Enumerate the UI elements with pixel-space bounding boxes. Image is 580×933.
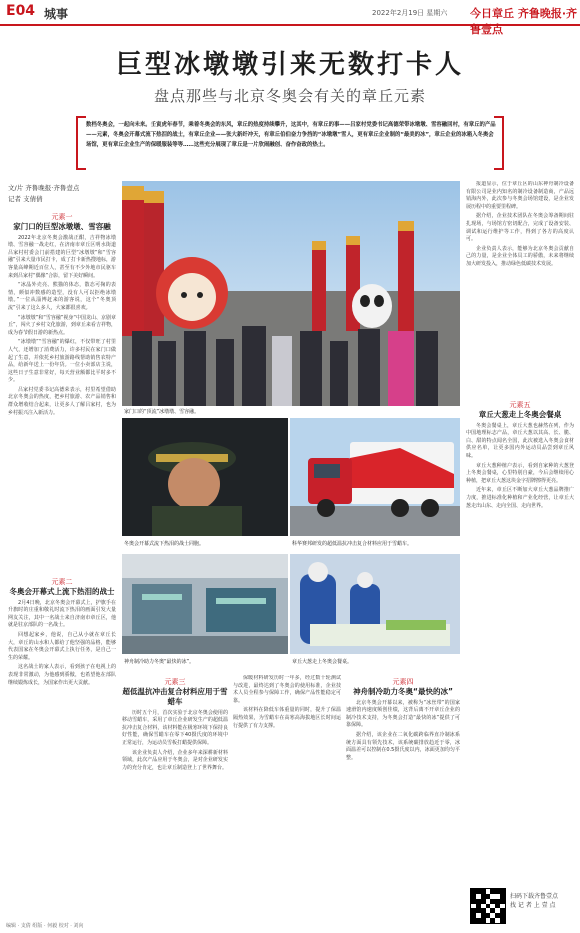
page-number: E04 [6,3,36,19]
soldier-illustration [122,418,288,536]
article-column-3 [233,675,341,920]
paragraph: 保暖材料研发历时一年多，经过数十轮测试与改进，最终达到了冬奥会的使用标准，企业技术人员全程参与保障工作，确保产品性能稳定可靠。 [233,675,341,704]
page-footer: 编辑 · 支倩 组版 · 何毅 校对 · 刘向 [6,923,84,929]
paragraph: 吕家村党委书记高德荣表示，村里希望借助北京冬奥会的热度，把乡村旅游、农产品销售和群众增收结合起来，让更多人了解吕家村，也为乡村振兴注入新活力。 [8,386,116,416]
mascot-scene-illustration [122,181,460,406]
lead-bracket-left [76,116,86,170]
paragraph: 近年来，章丘区不断加大章丘大葱品牌推广力度，推进标准化种植和产业化经营，让章丘大葱走出山东、走向全国、走向世界。 [466,487,574,509]
lead-paragraph: 数档冬奥会，一起向未来。壬寅虎年春节，乘着冬奥会的东风，章丘的热度持续攀升，这其中，有章丘的事——吕家村党委书记高德荣带冰墩墩、雪容融回村，有章丘的产品——元素，冬奥会开幕式流下热泪的战士，有章丘企业——张大新纤冲天，有章丘伯伯奋力争挡的“冰墩墩”雪人，更有章丘企业制的“最美的冰”，章丘企业的冰箱入冬奥会场馆，更有章丘企业生产的保暖服装等等……这些充分展现了章丘是一片欣闹融创、奋作奋政的热土。 [86,122,496,148]
paragraph: 据介绍，该企业在二氧化碳跨临界直冷制冰系统方面具有领先技术，该系统碳排放趋近于零，冰面温差可以控制在0.5摄氏度以内，冰面更加均匀平整。 [346,731,460,761]
byline-source: 文/片 齐鲁晚报·齐鲁壹点 [8,184,80,192]
article-column-2 [122,675,228,920]
wax-truck-illustration [290,418,460,536]
photo-caption: 家门口的“顶流”冰墩墩、雪容融。 [124,409,200,415]
byline [8,183,79,205]
section-tag: 元素五 [509,401,531,409]
paragraph: 据介绍，企业技术团队在冬奥会筹备期间驻扎现场，与场馆方密切配合，完成了设备安装、调试和运行维护等工作，得到了各方的高度认可。 [466,213,574,243]
paragraph: 冬奥会餐桌上，章丘大葱也赫然在列，作为中国地理标志产品，章丘大葱以其高、长、脆、白、甜的特点闻名全国，此次被选入冬奥会食材供应名单，让更多国内外运动员品尝到章丘风味。 [466,422,574,459]
paragraph: 该企业负责人介绍，企业多年来深耕新材料领域，此次产品应用于冬奥会，是对企业研发实力的充分肯定，也让章丘制造登上了世界舞台。 [122,749,228,771]
article-column-4 [346,675,460,920]
paragraph: 这名战士的家人表示，看到孩子在电视上的表现非常激动，为他感到骄傲，也希望他在部队继续锻炼成长，为国家作出更大贡献。 [8,664,116,686]
paragraph: “冰墩墩”“雪容融”的爆红，不仅带旺了村里人气，还增加了消费活力，许多村民在家门口做起了生意，并依托乡村旅游路线帮助销售农特产品，给新年送上一份年货。一位小卖部店主说，这些日子生意非常好，每天营业额都比平时多不少。 [8,339,116,384]
photo-caption: 神舟制冷助力冬奥“最快的冰”。 [124,659,195,665]
paragraph: 2月4日晚，北京冬奥会开幕式上，护旗手在升旗时的庄重和敬礼时流下热泪的画面引发大量网友关注，其中一名战士来自济南市章丘区，他就是驻京部队的一名战士。 [8,599,116,629]
section-title: 神舟制冷助力冬奥“最快的冰” [353,686,453,696]
article-column-1 [8,210,116,570]
qr-caption-line-2: 找 记 者 上 壹 点 [510,902,556,909]
section-tag: 元素四 [392,678,414,686]
section-tag: 元素三 [164,678,186,686]
photo-caption: 冬奥会开幕式流下热泪的战士同胞。 [124,541,205,547]
paragraph: 2022年北京冬奥会激战正酣，吉祥物冰墩墩、雪容融一战走红，在济南市章丘区明水街道吕家村村委会门前搭建的巨型“冰墩墩”和“雪容融”引来大量市民打卡，成了打卡新热搜地标，游客量高峰期近百位人，甚至有不少外地市民驱车来到吕家村“偶像”合影，留下美好瞬间。 [8,234,116,279]
lead-bracket-right [494,116,504,170]
subheadline: 盘点那些与北京冬奥会有关的章丘元素 [153,87,426,105]
section-title: 家门口的巨型冰墩墩、雪容融 [13,221,111,231]
photo-wax-truck [290,418,460,536]
section-title: 超低温抗冲击复合材料应用于雪蜡车 [122,686,228,706]
section-title: 章丘大葱走上冬奥会餐桌 [478,409,562,419]
qr-caption [510,892,558,910]
photo-refrigeration-factory [122,554,288,654]
article-column-5b [466,398,574,883]
article-column-5 [466,181,574,396]
paragraph: 章丘大葱种植户表示，看到自家种的大葱登上冬奥会餐桌，心里特别自豪，今后会继续用心种植，把章丘大葱这块金字招牌擦得更亮。 [466,462,574,484]
paragraph: 回想起家乡，他说，自己从小就在章丘长大，章丘的山水和人都给了他坚强的品格，能够代表国家在冬奥会开幕式上执行任务，是自己一生的荣耀。 [8,631,116,661]
photo-caption: 科华赛邦研发的超低温抗冲击复合材料应用于雪蜡车。 [292,541,413,547]
issue-date: 2022年2月19日 星期六 [372,9,448,17]
paragraph: 历时五个月，首次实验于北京冬奥会使用的移动雪蜡车，采用了章丘企业研发生产的超低温抗冲击复合材料，该材料能在极寒环境下保持良好性能，确保雪蜡车在零下40摄氏度的环境中正常运行，为运动员雪板打蜡提供保障。 [122,709,228,746]
workers-illustration [290,554,460,654]
factory-illustration [122,554,288,654]
paragraph: 该材料在降低车体重量的同时，提升了保温隔热效果，为雪蜡车在高寒高海拔地区长时间运行提供了有力支撑。 [233,707,341,729]
headline: 巨型冰墩墩引来无数打卡人 [115,50,464,80]
page-header-bar [0,0,580,36]
photo-soldier [122,418,288,536]
qr-code[interactable] [470,888,506,924]
paragraph: 北京冬奥会开幕以来，被称为“冰丝带”的国家速滑馆内速度频创佳绩，这背后离不开章丘企业的制冷技术支持，为冬奥会打造“最快的冰”提供了可靠保障。 [346,699,460,729]
paragraph: “冰墩墩”和“雪容融”视身“中国龙山、京剧章丘”，闯火了乡村文化旅游，到章丘来看吉祥物，成为春节假日游的新热点。 [8,314,116,336]
photo-ice-mascots [122,181,460,406]
section-title: 冬奥会开幕式上流下热泪的战士 [9,586,115,596]
photo-scallion-workers [290,554,460,654]
paragraph: “冰晶外壳亮、熊猫的体态，散态可掬的表情，颜似冲数感的造型，没有人可以拒绝冰墩墩。”一位从淄博赶来的游客说，这个“冬奥顶流”引来了这么多人，大家都很喜欢。 [8,282,116,311]
photo-caption: 章丘大葱走上冬奥会餐桌。 [292,659,353,665]
byline-reporter: 记者 支倩倩 [8,195,43,203]
paragraph: 企业负责人表示，能够为北京冬奥会贡献自己的力量，是企业全体员工的骄傲，未来将继续加大研发投入，推动绿色低碳技术发展。 [466,245,574,267]
section-tag: 元素二 [51,578,73,586]
article-column-1b [8,575,116,920]
paragraph: 报道显示，位于章丘区的山东神舟制冷设备有限公司是业内知名的制冷设备制造商，产品远销海内外，此次参与冬奥会场馆建设，是企业发展历程中的重要里程碑。 [466,181,574,210]
section-name: 城事 [44,7,69,21]
section-tag: 元素一 [51,213,73,221]
newspaper-brand-logo: 今日章丘 齐鲁晚报·齐鲁壹点 [470,7,578,36]
qr-caption-line-1: 扫码下载齐鲁壹点 [510,893,559,900]
